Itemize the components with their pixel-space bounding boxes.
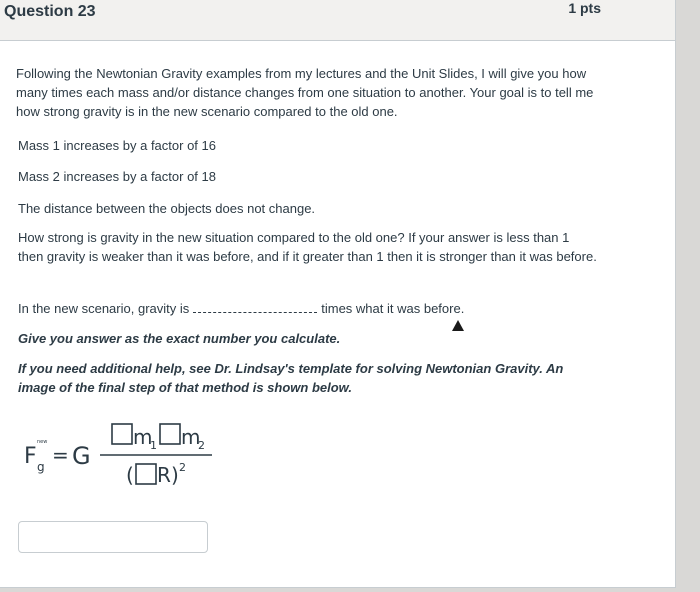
m1-factor-box (112, 424, 132, 444)
fill-in-sentence (18, 300, 464, 318)
mouse-cursor-icon (452, 320, 464, 331)
m2-factor-box (160, 424, 180, 444)
formula-m2-sub: 2 (198, 439, 205, 452)
formula-r: R (157, 463, 171, 487)
gravity-formula-image (24, 418, 234, 492)
blank-suffix: times what it was before. (321, 301, 465, 316)
question-header (0, 0, 675, 41)
help-text: If you need additional help, see Dr. Lindsay's template for solving Newtonian Gravity. An image of the final step of that method is shown below. (18, 361, 564, 395)
distance-statement: The distance between the objects does not change. (18, 201, 316, 216)
mass1-statement: Mass 1 increases by a factor of 16 (18, 138, 216, 153)
intro-paragraph: Following the Newtonian Gravity examples from my lectures and the Unit Slides, I will give you how many times each mass and/or distance changes from one situation to another. Your goal is to tell me how strong gravity is in the new scenario compared to the old one. (16, 66, 594, 119)
mass2-statement: Mass 2 increases by a factor of 18 (18, 169, 216, 184)
answer-input[interactable] (18, 521, 208, 553)
question-paragraph: How strong is gravity in the new situation compared to the old one? If your answer is less than 1 then gravity is weaker than it was before, and if it greater than 1 then it is stronger than it was before. (18, 230, 597, 264)
formula-open-paren: ( (126, 463, 134, 487)
formula-close-paren: ) (171, 463, 179, 487)
formula-m1: m (133, 425, 153, 449)
r-factor-box (136, 464, 156, 484)
question-points: 1 pts (568, 0, 601, 16)
formula-g-constant: G (72, 442, 91, 470)
instruction-text: Give you answer as the exact number you calculate. (18, 331, 341, 346)
blank-line (193, 301, 317, 313)
formula-g-sub: g (37, 460, 45, 474)
formula-m1-sub: 1 (150, 439, 157, 452)
formula-equals: = (52, 443, 69, 467)
formula-f: F (24, 444, 37, 469)
formula-m2: m (181, 425, 201, 449)
question-title: Question 23 (4, 3, 96, 20)
formula-exponent: 2 (179, 461, 186, 474)
blank-prefix: In the new scenario, gravity is (18, 301, 190, 316)
formula-new-sup: new (37, 439, 48, 445)
